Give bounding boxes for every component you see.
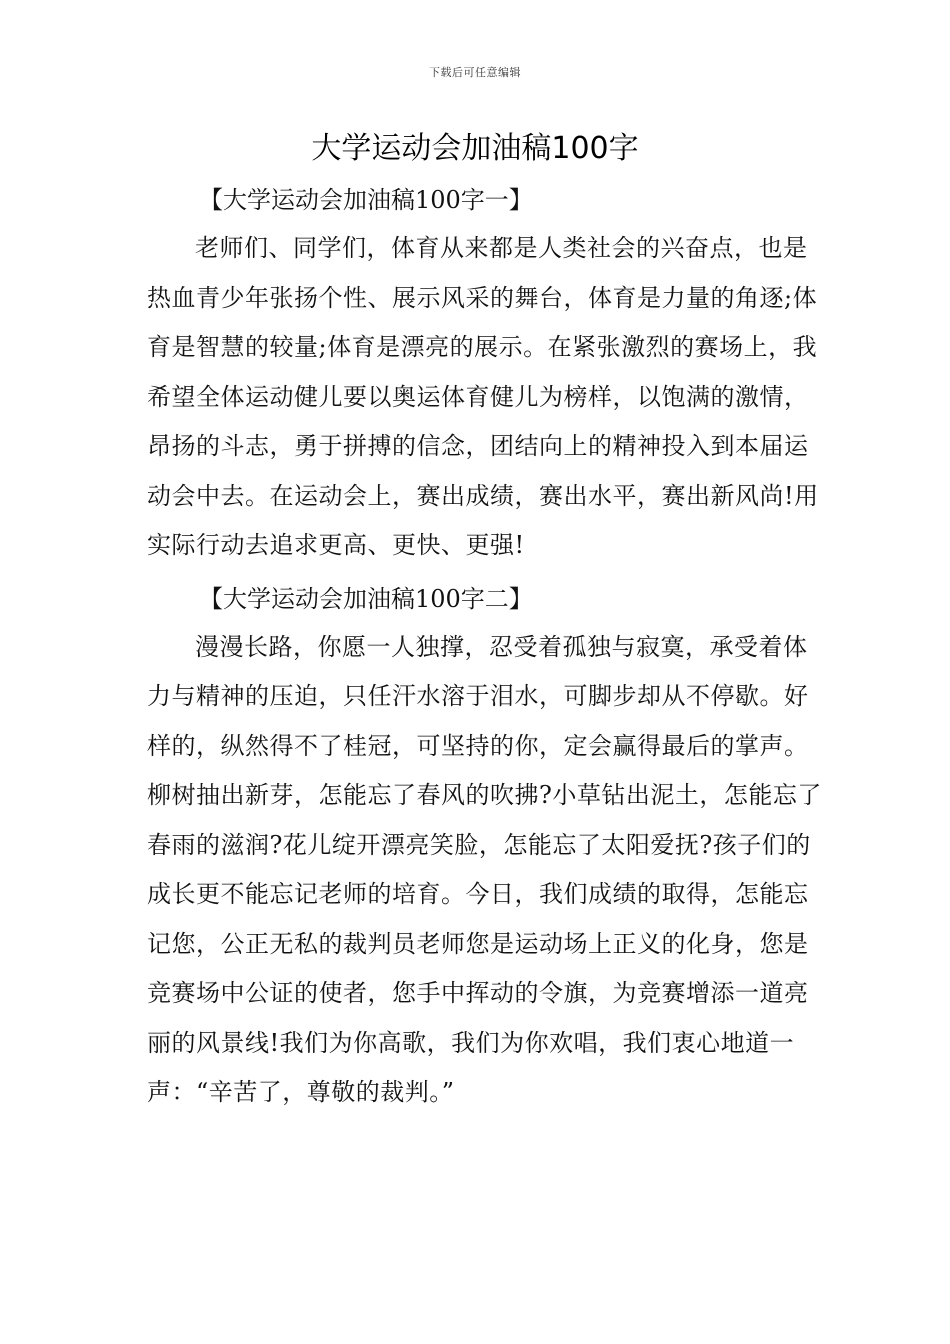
section-1 bbox=[147, 176, 827, 571]
document-title: 大学运动会加油稿100字 bbox=[311, 131, 639, 166]
section-heading: 【大学运动会加油稿100字一】 bbox=[199, 186, 533, 214]
header-note: 下载后可任意编辑 bbox=[429, 66, 521, 79]
section-paragraph: 老师们、同学们，体育从来都是人类社会的兴奋点，也是热血青少年张扬个性、展示风采的舞台，体育是力量的角逐;体育是智慧的较量;体育是漂亮的展示。在紧张激烈的赛场上，我希望全体运动健儿要以奥运体育健儿为榜样，以饱满的激情，昂扬的斗志，勇于拼搏的信念，团结向上的精神投入到本届运动会中去。在运动会上，赛出成绩，赛出水平，赛出新风尚!用实际行动去追求更高、更快、更强! bbox=[147, 234, 819, 559]
section-heading: 【大学运动会加油稿100字二】 bbox=[199, 584, 533, 613]
section-paragraph: 漫漫长路，你愿一人独撑，忍受着孤独与寂寞，承受着体力与精神的压迫，只任汗水溶于泪水，可脚步却从不停歇。好样的，纵然得不了桂冠，可坚持的你，定会赢得最后的掌声。柳树抽出新芽，怎能忘了春风的吹拂?小草钻出泥土，怎能忘了春雨的滋润?花儿绽开漂亮笑脸，怎能忘了太阳爱抚?孩子们的成长更不能忘记老师的培育。今日，我们成绩的取得，怎能忘记您，公正无私的裁判员老师您是运动场上正义的化身，您是竞赛场中公证的使者，您手中挥动的令旗，为竞赛增添一道亮丽的风景线!我们为你高歌，我们为你欢唱，我们衷心地道一声：“辛苦了，尊敬的裁判。” bbox=[147, 632, 822, 1106]
section-2 bbox=[147, 575, 827, 1118]
document-body bbox=[147, 176, 827, 1118]
